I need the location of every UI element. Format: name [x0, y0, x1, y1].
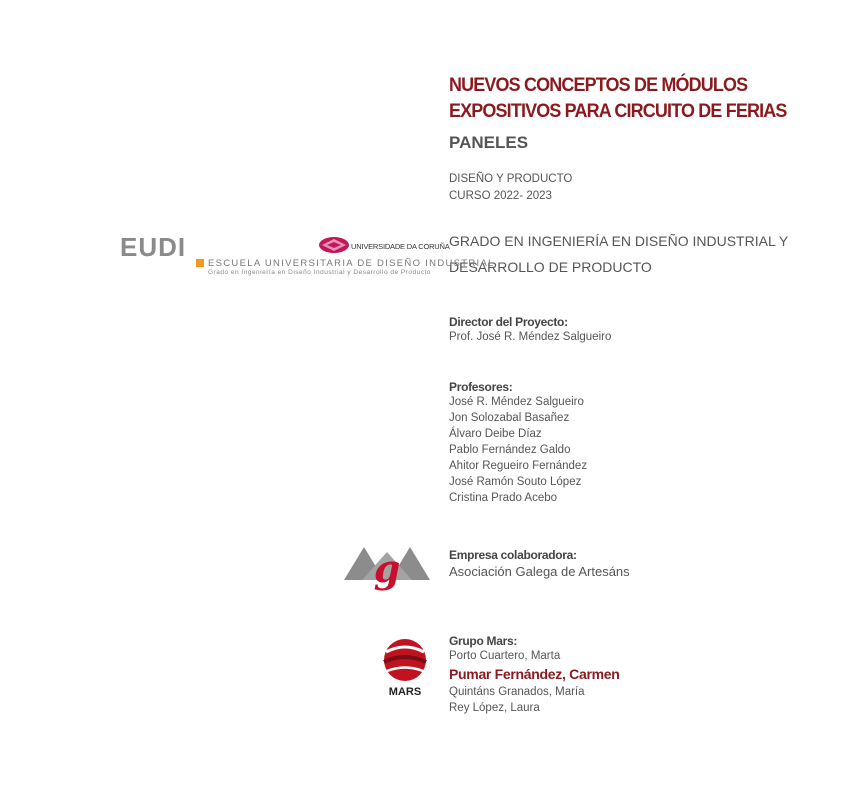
mars-globe-icon: [378, 638, 432, 700]
professor-name: José R. Méndez Salgueiro: [449, 396, 584, 408]
group-section: [449, 634, 620, 716]
aga-mountains-icon: [340, 542, 435, 600]
group-label: Grupo Mars:: [449, 634, 518, 648]
mars-logo: [378, 638, 432, 700]
eudi-subline: Grado en Ingeniería en Diseño Industrial y Desarrollo de Producto: [208, 269, 431, 276]
company-name: Asociación Galega de Artesáns: [449, 564, 630, 579]
area-text: DISEÑO Y PRODUCTO: [449, 173, 573, 185]
professors-section: [449, 380, 587, 506]
group-member: Rey López, Laura: [449, 702, 540, 714]
document-title: [449, 72, 808, 124]
eudi-wordmark: EUDI: [120, 232, 187, 262]
udc-emblem-icon: [318, 236, 350, 254]
course-text: CURSO 2022- 2023: [449, 190, 552, 202]
company-section: [449, 548, 630, 582]
title-line-1: NUEVOS CONCEPTOS DE MÓDULOS: [449, 74, 748, 96]
title-line-2: EXPOSITIVOS PARA CIRCUITO DE FERIAS: [449, 100, 787, 122]
eudi-school-name: ESCUELA UNIVERSITARIA DE DISEÑO INDUSTRIAL: [208, 258, 495, 269]
group-member: Quintáns Granados, María: [449, 686, 585, 698]
eudi-orange-square-icon: [196, 259, 204, 267]
aga-letter: g: [373, 546, 401, 591]
aga-logo: [340, 542, 435, 600]
group-member-highlighted: Pumar Fernández, Carmen: [449, 666, 620, 682]
mars-wordmark: MARS: [388, 686, 422, 698]
udc-name: UNIVERSIDADE DA CORUÑA: [351, 242, 450, 251]
company-label: Empresa colaboradora:: [449, 548, 577, 562]
course-meta: [449, 171, 572, 205]
director-label: Director del Proyecto:: [449, 315, 568, 329]
group-member: Porto Cuartero, Marta: [449, 650, 561, 662]
professor-name: Jon Solozabal Basañez: [449, 412, 570, 424]
document-subtitle: PANELES: [449, 133, 529, 152]
professor-name: Ahitor Regueiro Fernández: [449, 460, 588, 472]
degree-text: GRADO EN INGENIERÍA EN DISEÑO INDUSTRIAL Y DESARROLLO DE PRODUCTO: [449, 233, 788, 275]
professors-label: Profesores:: [449, 380, 513, 394]
director-name: Prof. José R. Méndez Salgueiro: [449, 331, 612, 343]
director-section: [449, 315, 611, 345]
eudi-logo: [120, 232, 495, 282]
professor-name: Cristina Prado Acebo: [449, 492, 558, 504]
professor-name: Pablo Fernández Galdo: [449, 444, 571, 456]
professor-name: Álvaro Deibe Díaz: [449, 428, 542, 440]
professor-name: José Ramón Souto López: [449, 476, 582, 488]
